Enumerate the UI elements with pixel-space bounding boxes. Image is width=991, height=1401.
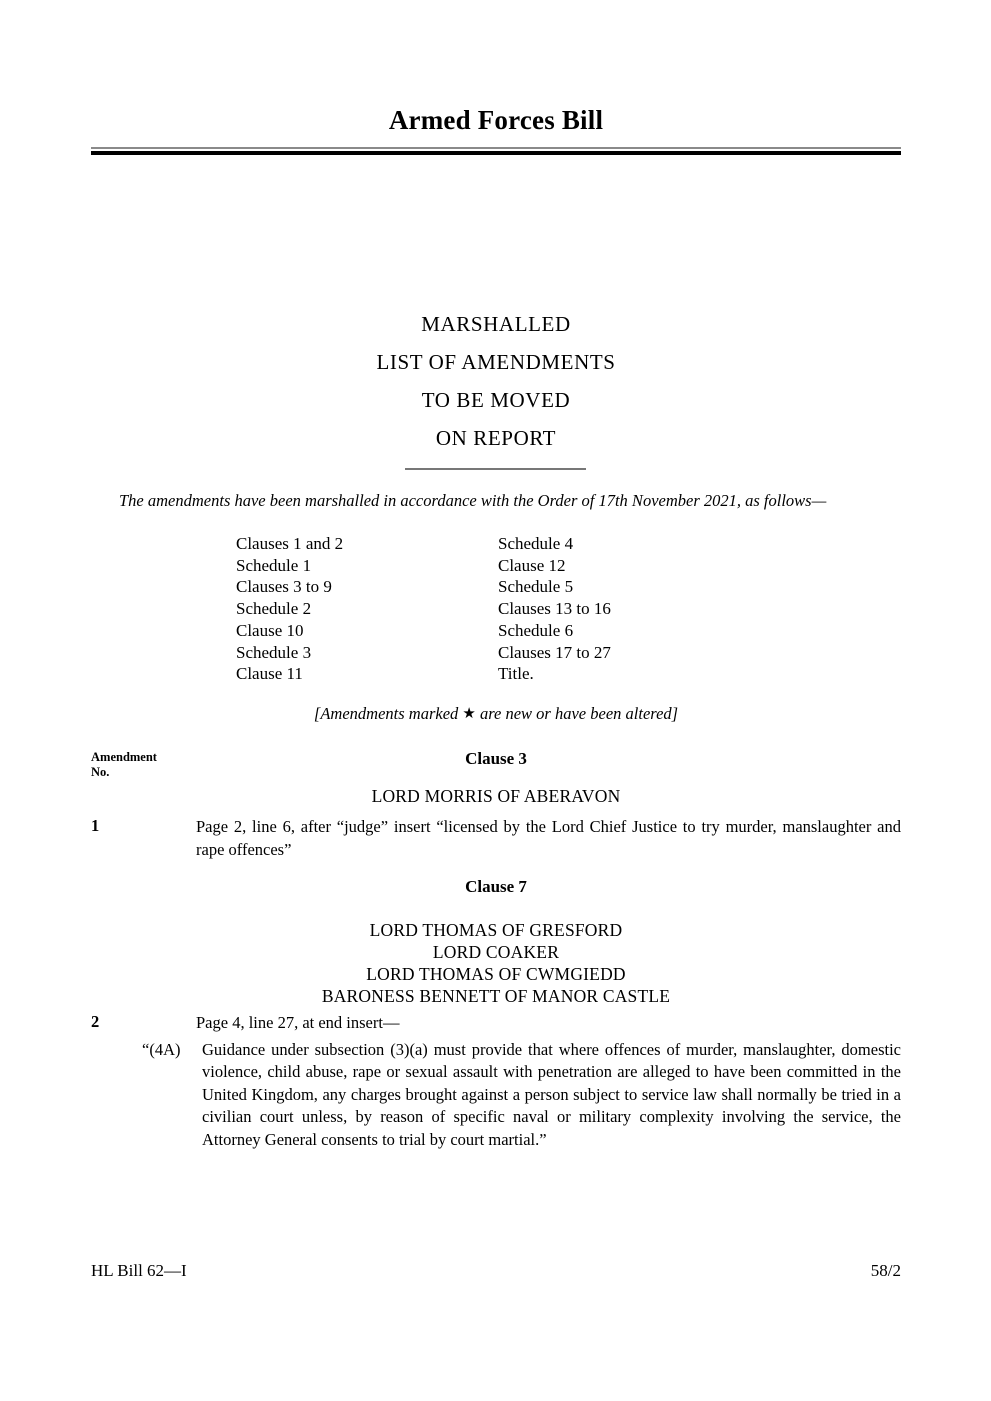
- amendment-number: 1: [91, 816, 100, 835]
- clause-heading-7: Clause 7: [465, 877, 527, 896]
- star-note-open-bracket: [: [313, 704, 321, 723]
- star-icon: ★: [462, 706, 476, 722]
- clause-heading-3: Clause 3: [465, 749, 527, 768]
- intro-paragraph: The amendments have been marshalled in accordance with the Order of 17th November 2021, as follows—: [119, 491, 827, 510]
- sponsor-name: LORD COAKER: [432, 942, 560, 962]
- marshal-left-2: Clauses 3 to 9: [236, 577, 332, 597]
- star-legend-note: [91, 704, 901, 724]
- sub-paragraph-marker: “(4A): [142, 1039, 181, 1059]
- margin-label-line-1: Amendment: [91, 750, 157, 764]
- star-note-before: Amendments marked: [320, 704, 463, 723]
- footer-bill-number: HL Bill 62—I: [91, 1261, 187, 1280]
- title-rule-thick: [91, 151, 901, 155]
- star-note-after: are new or have been altered: [475, 704, 672, 723]
- marshalling-order-list: [236, 533, 736, 685]
- heading-line-4: ON REPORT: [435, 426, 557, 450]
- list-item: [236, 620, 736, 642]
- list-item: [236, 663, 736, 685]
- marshal-left-5: Schedule 3: [236, 642, 312, 662]
- heading-line-2: LIST OF AMENDMENTS: [376, 350, 616, 374]
- page-footer: [91, 1261, 901, 1281]
- heading-line-3: TO BE MOVED: [421, 388, 571, 412]
- sponsor-name: BARONESS BENNETT OF MANOR CASTLE: [321, 986, 671, 1006]
- marshal-left-4: Clause 10: [236, 620, 304, 640]
- footer-page-number: 58/2: [870, 1261, 901, 1280]
- marshal-left-6: Clause 11: [236, 664, 303, 684]
- marshal-left-1: Schedule 1: [236, 555, 312, 575]
- title-rule-thin: [91, 147, 901, 149]
- marshal-left-3: Schedule 2: [236, 599, 312, 619]
- list-item: [236, 598, 736, 620]
- sponsor-list-clause-7: [91, 919, 901, 1007]
- list-item: [236, 642, 736, 664]
- amendment-block-2: [91, 1012, 901, 1152]
- heading-line-1: MARSHALLED: [421, 312, 571, 336]
- list-item: [236, 576, 736, 598]
- sponsor-name: LORD THOMAS OF CWMGIEDD: [366, 964, 626, 984]
- star-note-close-bracket: ]: [671, 704, 679, 723]
- list-item: [236, 555, 736, 577]
- title-double-rule: [91, 147, 901, 155]
- marshal-right-1: Clause 12: [498, 555, 566, 575]
- marshal-right-4: Schedule 6: [498, 620, 574, 640]
- margin-label-line-2: No.: [91, 765, 110, 779]
- marshal-right-5: Clauses 17 to 27: [498, 642, 611, 662]
- marshal-right-3: Clauses 13 to 16: [498, 599, 611, 619]
- amendment-sub-paragraph: [142, 1039, 901, 1152]
- marshal-right-6: Title.: [498, 664, 534, 684]
- marshal-right-0: Schedule 4: [498, 534, 574, 553]
- sub-paragraph-text: Guidance under subsection (3)(a) must provide that where offences of murder, manslaughter, domestic violence, child abuse, rape or sexual assault with penetration are alleged to have been committed in the United Kingdom, any charges brought against a person subject to service law shall normally be tried in a civilian court unless, by reason of specific naval or military complexity involving the service, the Attorney General consents to trial by court martial.”: [202, 1039, 901, 1149]
- heading-separator-rule: [405, 468, 586, 470]
- marshal-right-2: Schedule 5: [498, 577, 574, 597]
- amendment-text: Page 2, line 6, after “judge” insert “licensed by the Lord Chief Justice to try murder, manslaughter and rape offences”: [196, 817, 901, 859]
- amendment-number: 2: [91, 1012, 100, 1031]
- marshal-left-0: Clauses 1 and 2: [236, 534, 344, 553]
- sponsor-name: LORD THOMAS OF GRESFORD: [369, 920, 623, 940]
- sponsor-name: LORD MORRIS OF ABERAVON: [371, 786, 621, 806]
- list-item: [236, 533, 736, 555]
- page-title: Armed Forces Bill: [388, 105, 604, 135]
- amendment-block-1: [91, 816, 901, 861]
- marshalled-heading-block: [91, 305, 901, 457]
- amendment-lead-text: Page 4, line 27, at end insert—: [196, 1013, 400, 1032]
- sponsor-list-clause-3: [91, 785, 901, 807]
